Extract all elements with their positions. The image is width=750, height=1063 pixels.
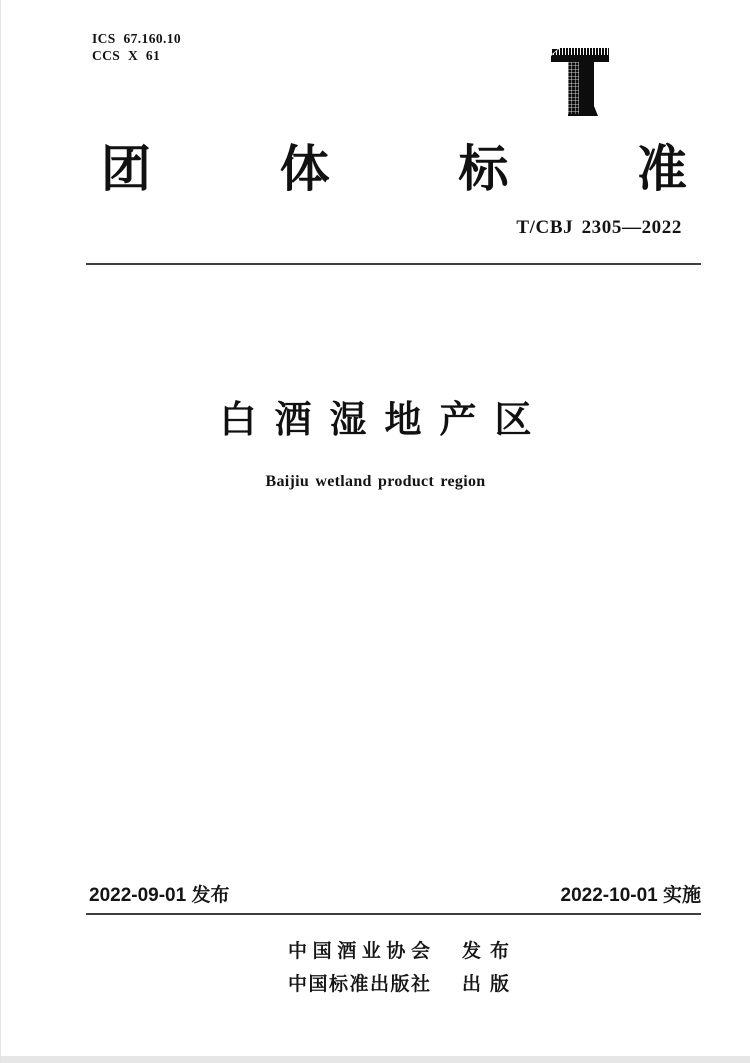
top-divider-rule [86, 263, 701, 265]
publisher-action: 出版 [462, 974, 509, 995]
publisher-row-issuer [288, 936, 509, 969]
bottom-divider-rule [86, 913, 701, 915]
document-title-cn: 白酒湿地产区 [219, 399, 550, 440]
standard-type-heading: 团体标准 [101, 141, 687, 197]
standard-number: T/CBJ 2305—2022 [516, 217, 682, 238]
issue-date: 2022-09-01 发布 [89, 885, 230, 906]
ics-code: ICS 67.160.10 [92, 31, 182, 46]
publisher-action: 发布 [462, 941, 509, 962]
publisher-row-press [288, 969, 509, 1002]
publisher-name: 中国酒业协会 [288, 941, 430, 962]
document-title-en: Baijiu wetland product region [265, 473, 486, 490]
publishers-block [288, 936, 509, 1002]
publisher-name: 中国标准出版社 [288, 974, 430, 995]
group-standard-t-logo-icon [549, 44, 611, 116]
classification-codes [92, 30, 181, 64]
page-edge [1, 1056, 750, 1063]
ccs-code: CCS X 61 [92, 48, 161, 63]
date-row [89, 885, 701, 907]
implementation-date: 2022-10-01 实施 [560, 885, 701, 906]
